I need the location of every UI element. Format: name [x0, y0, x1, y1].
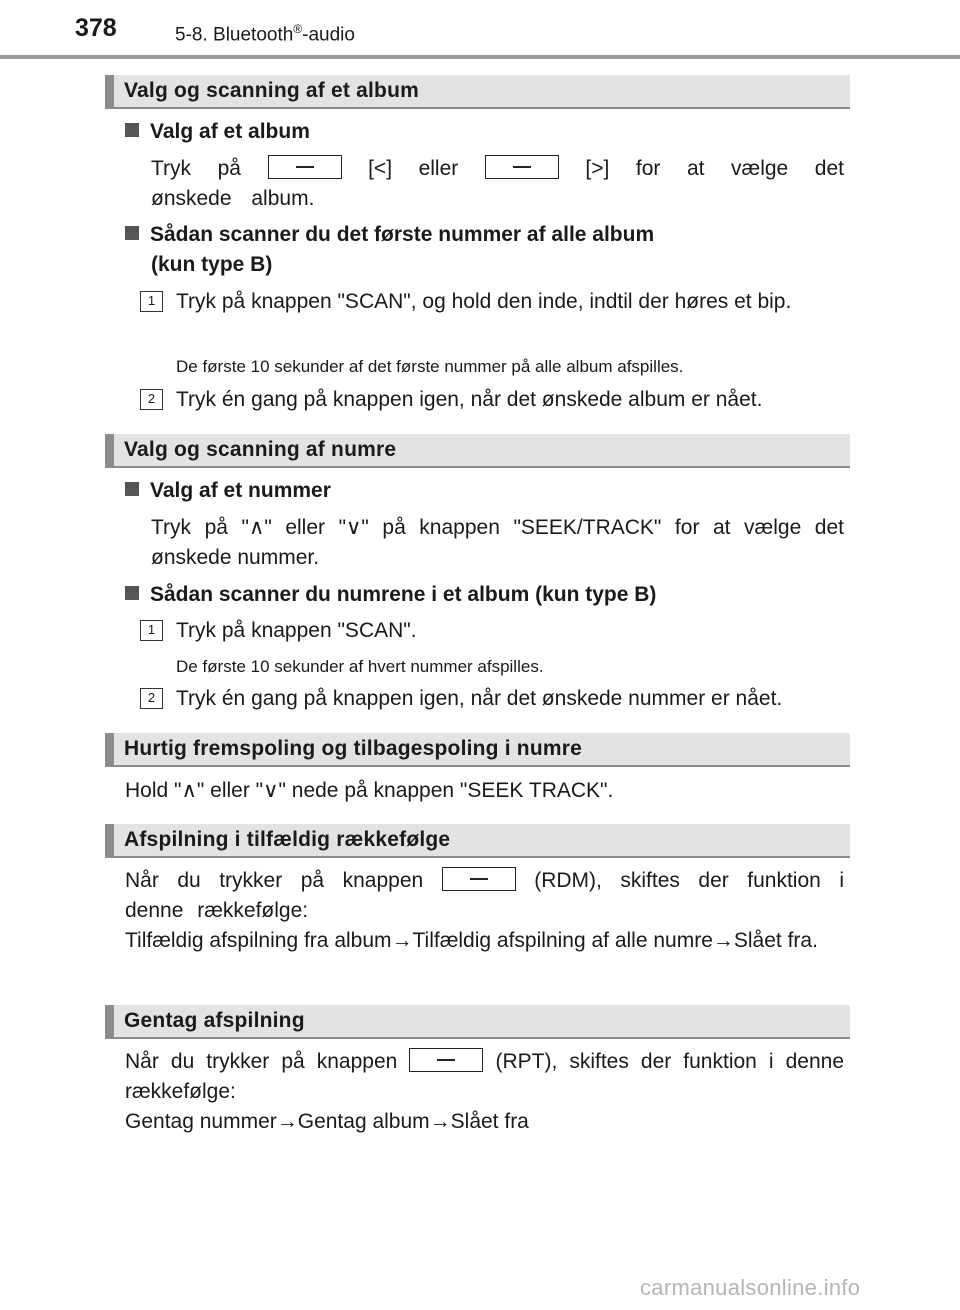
section-heading-ffwd: Hurtig fremspoling og tilbagespoling i numre [105, 733, 850, 767]
step-note: De første 10 sekunder af det første nummer på alle album afspilles. [176, 357, 684, 376]
subheading-select-album: Valg af et album [125, 117, 310, 147]
paragraph-select-track: Tryk på "∧" eller "∨" på knappen "SEEK/TRACK" for at vælge det ønskede nummer. [151, 516, 844, 569]
watermark: carmanualsonline.info [640, 1275, 861, 1300]
button-icon [442, 867, 516, 891]
paragraph-random-sequence: Tilfældig afspilning fra album→Tilfældig afspilning af alle numre→Slået fra. [125, 929, 818, 952]
section-heading-tracks: Valg og scanning af numre [105, 434, 850, 468]
section-heading-repeat: Gentag afspilning [105, 1005, 850, 1039]
subheading-scan-album-line2: (kun type B) [151, 253, 273, 276]
bullet-square-icon [125, 123, 139, 137]
section-heading-album: Valg og scanning af et album [105, 75, 850, 109]
paragraph-ffwd: Hold "∧" eller "∨" nede på knappen "SEEK TRACK". [125, 779, 614, 802]
subheading-scan-album: Sådan scanner du det første nummer af alle album [125, 220, 654, 250]
section-heading-random: Afspilning i tilfældig rækkefølge [105, 824, 850, 858]
step-number: 1 [140, 620, 163, 641]
step-note: De første 10 sekunder af hvert nummer afspilles. [176, 657, 544, 676]
subheading-scan-tracks: Sådan scanner du numrene i et album (kun type B) [125, 580, 656, 610]
chapter-title: 5-8. Bluetooth®-audio [175, 22, 355, 46]
subheading-select-track: Valg af et nummer [125, 476, 331, 506]
header-divider [0, 55, 960, 59]
button-icon [409, 1048, 483, 1072]
paragraph-repeat: Når du trykker på knappen (RPT), skiftes der funktion i denne rækkefølge: [125, 1050, 844, 1103]
bullet-square-icon [125, 586, 139, 600]
bullet-square-icon [125, 482, 139, 496]
paragraph-repeat-sequence: Gentag nummer→Gentag album→Slået fra [125, 1110, 529, 1133]
bullet-square-icon [125, 226, 139, 240]
step-number: 2 [140, 389, 163, 410]
step-number: 2 [140, 688, 163, 709]
button-icon [485, 155, 559, 179]
button-icon [268, 155, 342, 179]
step-text: Tryk én gang på knappen igen, når det ønskede nummer er nået. [176, 687, 783, 710]
page-number: 378 [75, 14, 117, 42]
paragraph-select-album: Tryk på [<] eller [>] for at vælge det ønskede album. [151, 157, 844, 210]
step-text: Tryk på knappen "SCAN", og hold den inde, indtil der høres et bip. [176, 290, 792, 313]
paragraph-random: Når du trykker på knappen (RDM), skiftes der funktion i denne rækkefølge: [125, 869, 844, 922]
step-text: Tryk én gang på knappen igen, når det ønskede album er nået. [176, 388, 763, 411]
step-number: 1 [140, 291, 163, 312]
step-text: Tryk på knappen "SCAN". [176, 619, 417, 642]
